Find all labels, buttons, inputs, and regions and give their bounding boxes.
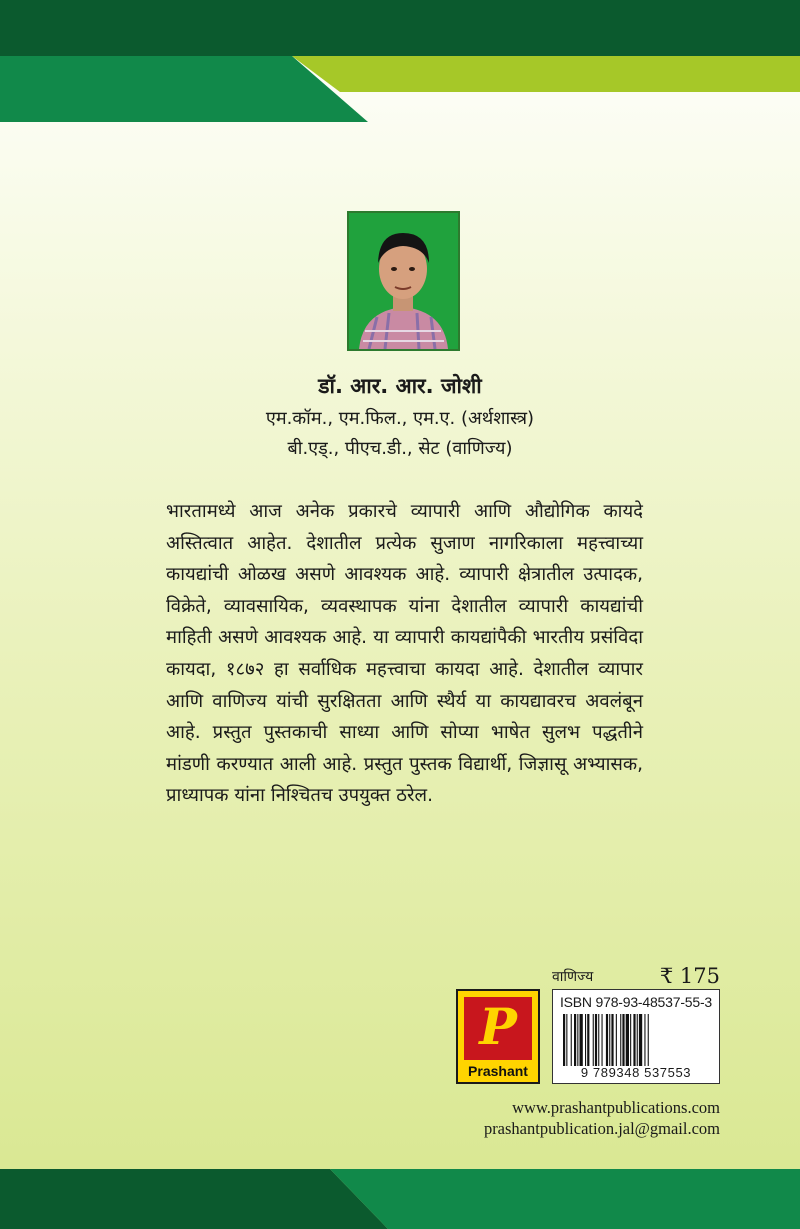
isbn-number: ISBN 978-93-48537-55-3 [559, 994, 713, 1010]
author-qualifications-line2: बी.एड्., पीएच.डी., सेट (वाणिज्य) [287, 438, 513, 459]
book-blurb: भारतामध्ये आज अनेक प्रकारचे व्यापारी आणि औद्योगिक कायदे अस्तित्वात आहेत. देशातील प्रत्येक सुजाण नागरिकाला महत्त्वाच्या कायद्यांची ओळख असणे आवश्यक आहे. व्यापारी क्षेत्रातील उत्पादक, विक्रेते, व्यावसायिक, व्यवस्थापक यांना देशातील व्यापारी कायद्यांची माहिती असणे आवश्यक आहे. या व्यापारी कायद्यांपैकी भारतीय प्रसंविदा कायदा, १८७२ हा सर्वाधिक महत्त्वाचा कायदा आहे. देशातील व्यापार आणि वाणिज्य यांची सुरक्षितता आणि स्थैर्य या कायद्यावरच अवलंबून आहे. प्रस्तुत पुस्तकाची साध्या आणि सोप्या भाषेत सुलभ पद्धतीने मांडणी करण्यात आली आहे. प्रस्तुत पुस्तक विद्यार्थी, जिज्ञासू अभ्यासक, प्राध्यापक यांना निश्चितच उपयुक्त ठरेल. [166, 501, 643, 807]
publisher-logo [456, 989, 540, 1084]
barcode-bar [611, 1014, 613, 1066]
barcode-bar [580, 1014, 583, 1066]
author-qualifications-line1: एम.कॉम., एम.फिल., एम.ए. (अर्थशास्त्र) [265, 408, 535, 429]
barcode-bar [587, 1014, 589, 1066]
category-label: वाणिज्य [552, 969, 594, 985]
logo-red-panel [464, 997, 532, 1060]
barcode-bar [595, 1014, 597, 1066]
barcode-bar [593, 1014, 594, 1066]
barcode-bar [620, 1014, 621, 1066]
barcode-bar [639, 1014, 642, 1066]
barcode-bar [566, 1014, 567, 1066]
barcode-bar [626, 1014, 629, 1066]
barcode-icon [561, 1014, 711, 1066]
top-decorative-stripes [0, 0, 800, 125]
logo-letter: P [479, 997, 517, 1056]
barcode-bar [616, 1014, 617, 1066]
publisher-website[interactable]: www.prashantpublications.com [512, 1098, 720, 1117]
barcode-digits: 9 789348 537553 [580, 1065, 692, 1080]
barcode-bar [563, 1014, 565, 1066]
barcode-bar [622, 1014, 624, 1066]
barcode-bar [602, 1014, 603, 1066]
logo-text: Prashant [468, 1063, 528, 1079]
barcode-bar [598, 1014, 599, 1066]
author-photo [347, 211, 460, 351]
barcode-bar [630, 1014, 631, 1066]
barcode-bar [577, 1014, 578, 1066]
barcode-bar [644, 1014, 645, 1066]
barcode-bar [571, 1014, 572, 1066]
barcode-bar [633, 1014, 635, 1066]
barcode-bar [574, 1014, 576, 1066]
lime-stripe [292, 56, 800, 92]
price-label: ₹ 175 [659, 964, 720, 988]
barcode-bar [637, 1014, 638, 1066]
barcode-bar [585, 1014, 586, 1066]
barcode-bar [648, 1014, 649, 1066]
isbn-barcode-box [552, 989, 720, 1084]
author-name: डॉ. आर. आर. जोशी [318, 374, 482, 398]
publisher-email[interactable]: prashantpublication.jal@gmail.com [483, 1119, 720, 1138]
barcode-bar [609, 1014, 610, 1066]
barcode-bar [606, 1014, 608, 1066]
bottom-decorative-stripes [0, 1169, 800, 1229]
bottom-dark-band [0, 1169, 388, 1229]
